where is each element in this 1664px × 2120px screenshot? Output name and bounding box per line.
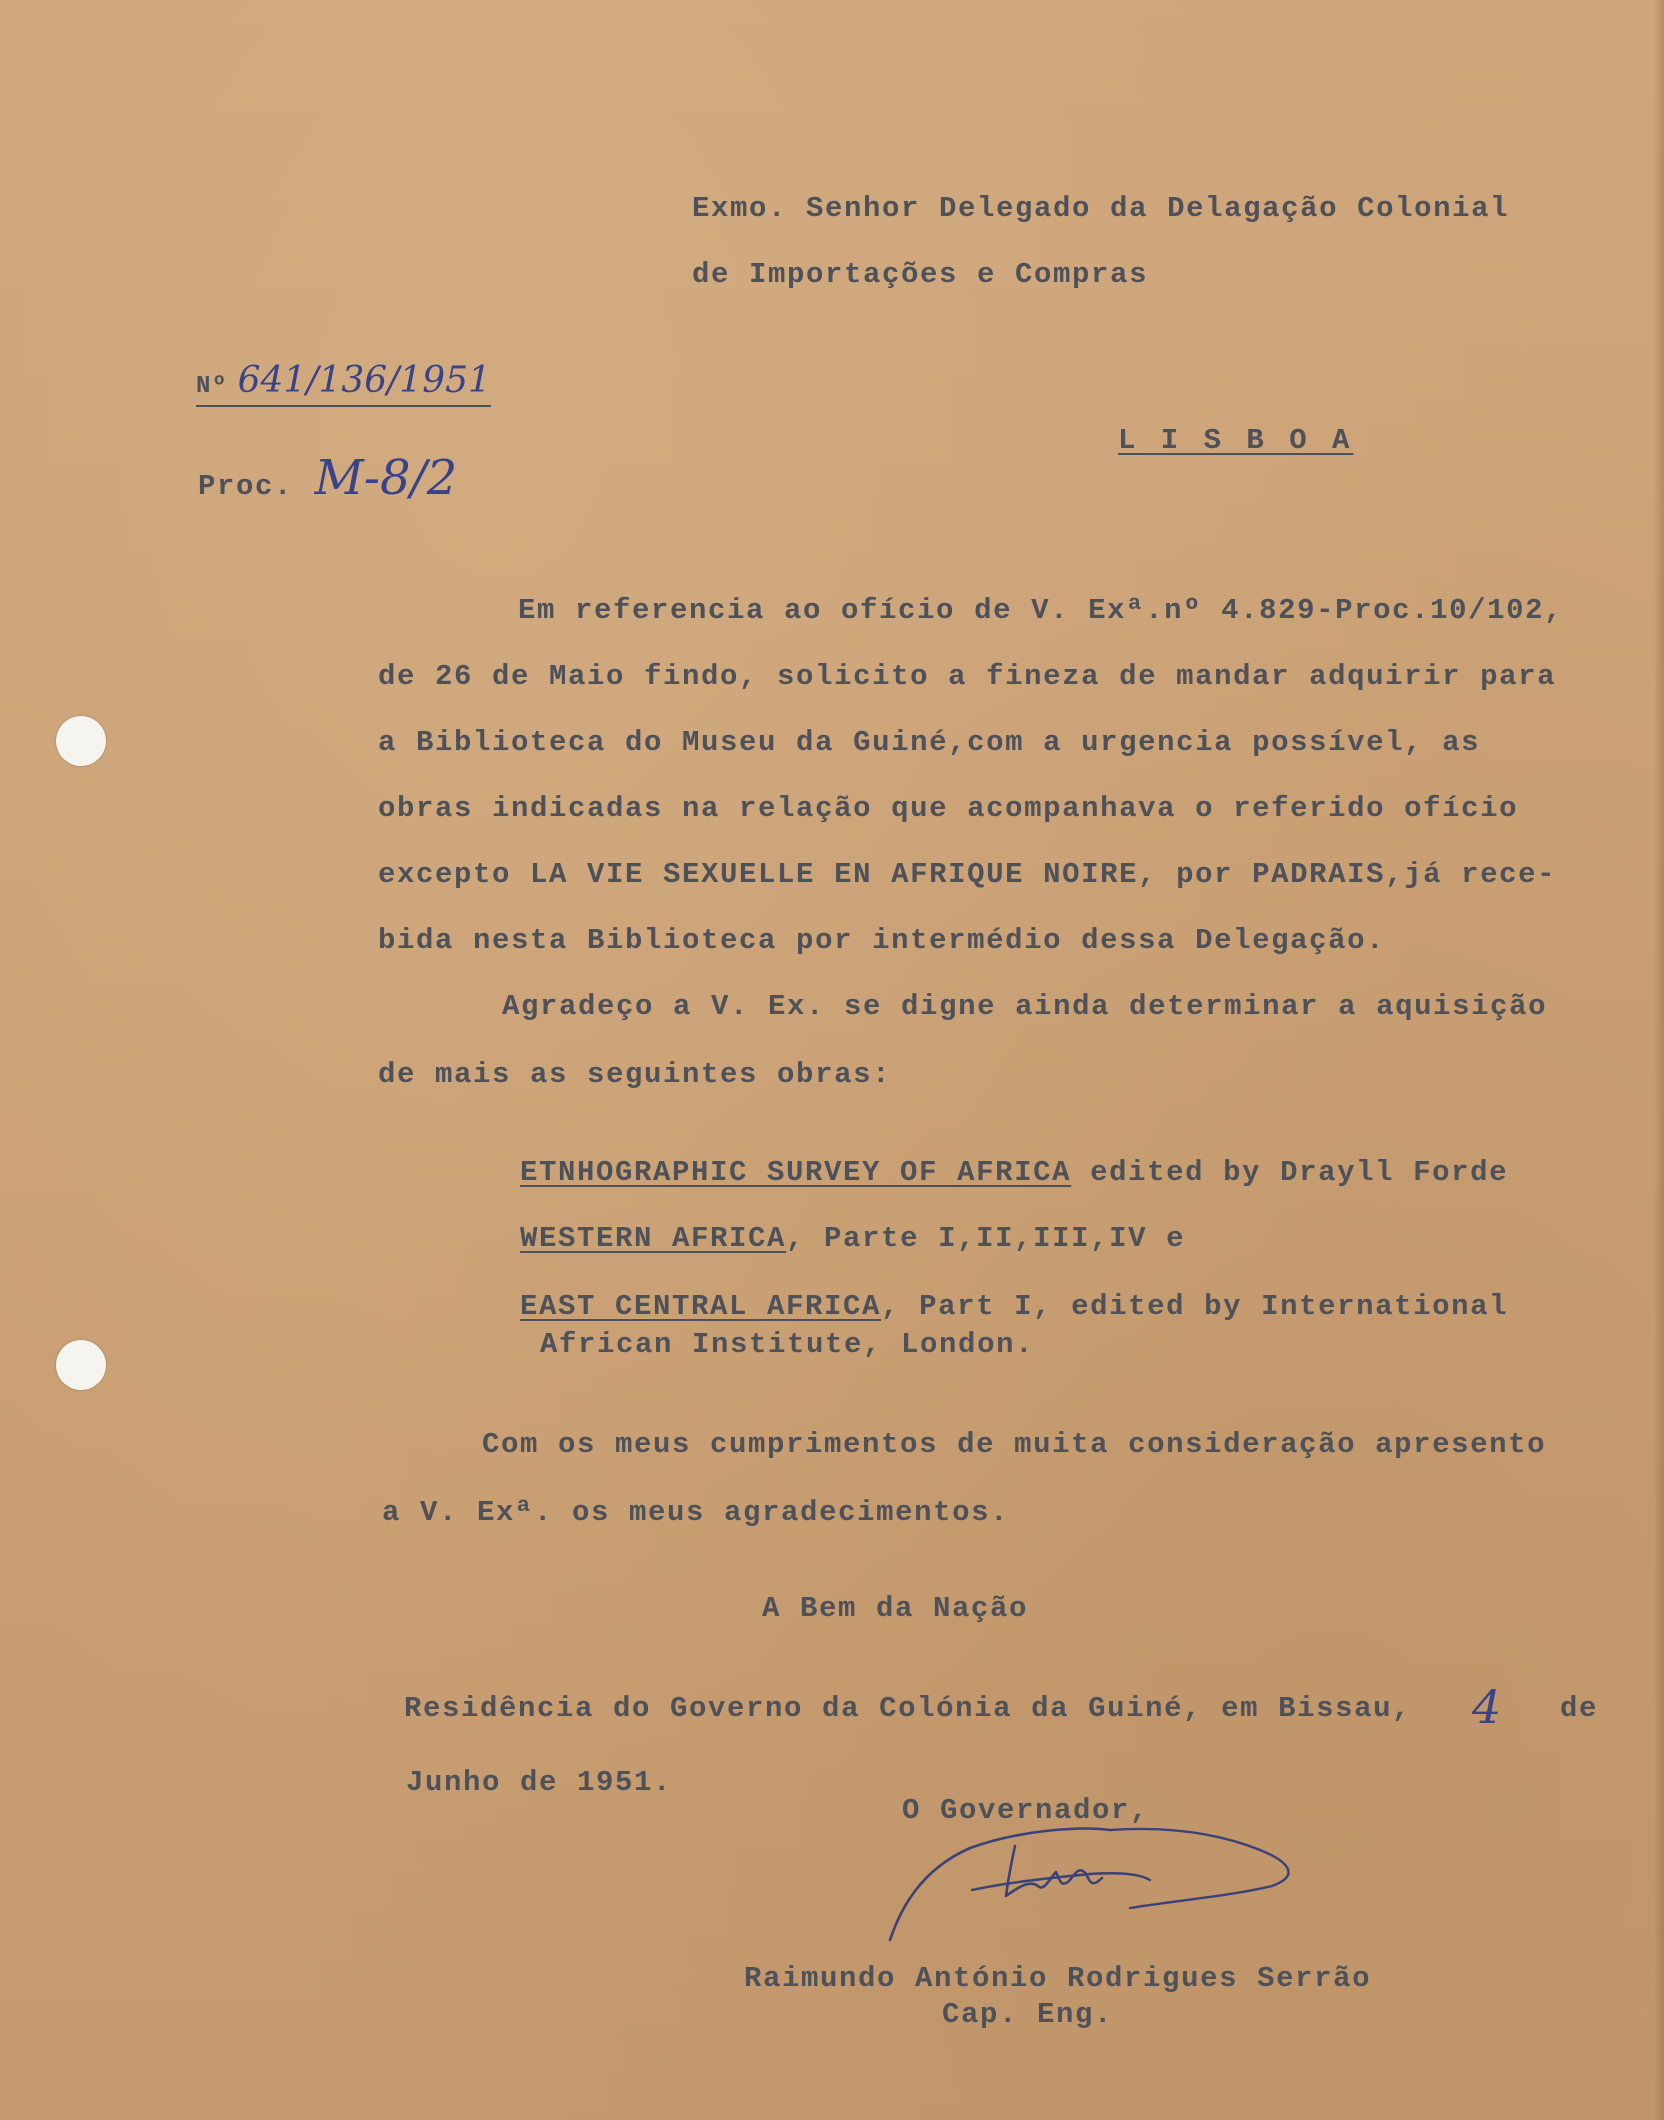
- signer-title: O Governador,: [902, 1794, 1150, 1827]
- recipient-address-line1: Exmo. Senhor Delegado da Delagação Colonial: [692, 192, 1510, 225]
- reference-number-handwritten: 641/136/1951: [237, 360, 491, 401]
- place-date-line1: Residência do Governo da Colónia da Guiné, em Bissau,: [404, 1692, 1412, 1725]
- process-handwritten: M-8/2: [314, 450, 458, 506]
- recipient-address-line2: de Importações e Compras: [692, 258, 1149, 291]
- paragraph2-line2: de mais as seguintes obras:: [378, 1058, 892, 1091]
- paragraph1-line5: excepto LA VIE SEXUELLE EN AFRIQUE NOIRE, por PADRAIS,já rece-: [378, 858, 1557, 891]
- process-label: Proc.: [198, 470, 294, 503]
- reference-number-prefix: Nº: [196, 373, 229, 400]
- punch-hole-bottom: [56, 1340, 106, 1390]
- place-date-line2: Junho de 1951.: [406, 1766, 673, 1799]
- process-reference: [198, 450, 457, 506]
- paragraph3-line2: a V. Exª. os meus agradecimentos.: [382, 1496, 1010, 1529]
- signer-rank: Cap. Eng.: [942, 1998, 1114, 2031]
- place-date-day-handwritten: 4: [1472, 1680, 1502, 1734]
- place-date-line1-end: de: [1560, 1692, 1599, 1725]
- book3-details: , Part I, edited by International: [881, 1290, 1509, 1323]
- punch-hole-top: [56, 716, 106, 766]
- book2-details: , Parte I,II,III,IV e: [786, 1222, 1186, 1255]
- handwritten-signature: [880, 1800, 1360, 1950]
- book3-title: EAST CENTRAL AFRICA: [520, 1290, 882, 1323]
- paragraph2-line1: Agradeço a V. Ex. se digne ainda determinar a aquisição: [502, 990, 1548, 1023]
- paragraph1-line1: Em referencia ao ofício de V. Exª.nº 4.829-Proc.10/102,: [518, 594, 1564, 627]
- closing-phrase: A Bem da Nação: [762, 1592, 1029, 1625]
- paragraph1-line6: bida nesta Biblioteca por intermédio dessa Delegação.: [378, 924, 1386, 957]
- city-line: L I S B O A: [1118, 424, 1354, 457]
- paragraph1-line2: de 26 de Maio findo, solicito a fineza de mandar adquirir para: [378, 660, 1557, 693]
- book1-title: ETNHOGRAPHIC SURVEY OF AFRICA: [520, 1156, 1072, 1189]
- book-item-2: [520, 1222, 1185, 1255]
- book3-line2: African Institute, London.: [540, 1328, 1035, 1361]
- paragraph1-line4: obras indicadas na relação que acompanhava o referido ofício: [378, 792, 1519, 825]
- reference-number: [196, 360, 491, 407]
- paragraph3-line1: Com os meus cumprimentos de muita consideração apresento: [482, 1428, 1547, 1461]
- signer-name: Raimundo António Rodrigues Serrão: [744, 1962, 1372, 1995]
- paragraph1-line3: a Biblioteca do Museu da Guiné,com a urgencia possível, as: [378, 726, 1481, 759]
- book-item-3: [520, 1290, 1508, 1323]
- book-item-1: [520, 1156, 1508, 1189]
- book2-title: WESTERN AFRICA: [520, 1222, 787, 1255]
- book1-details: edited by Drayll Forde: [1071, 1156, 1509, 1189]
